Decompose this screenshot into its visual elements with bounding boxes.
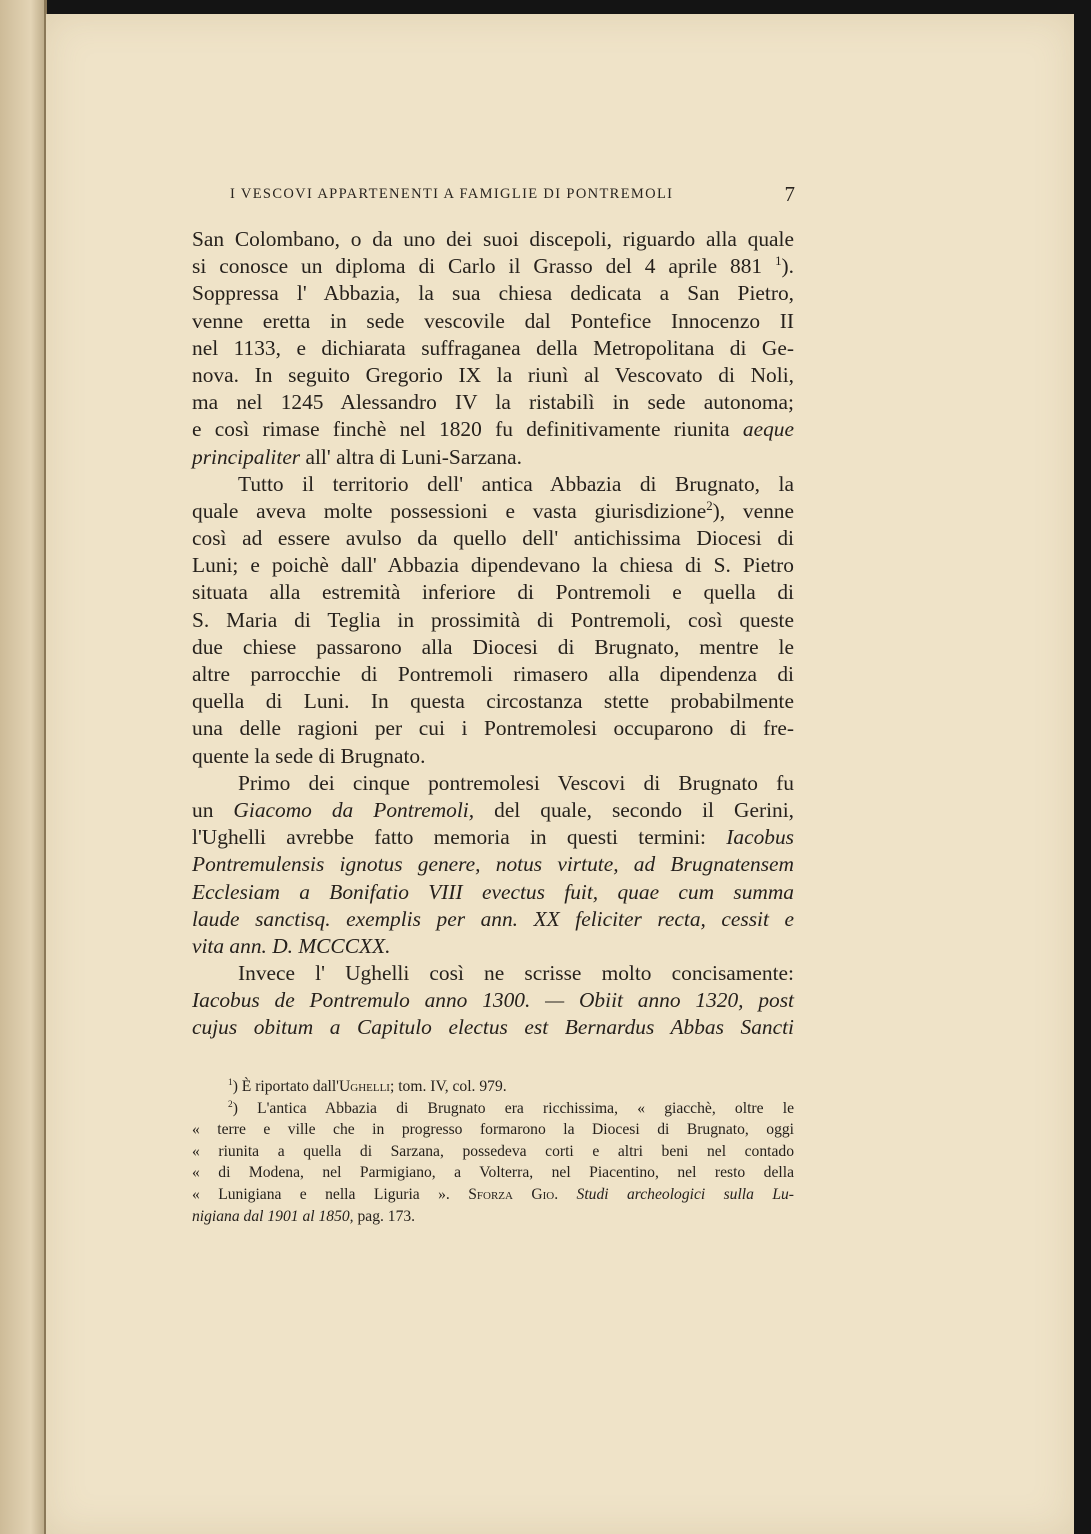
page-number: 7 (784, 182, 795, 206)
text-line: Invece l' Ughelli così ne scrisse molto concisamente: (238, 961, 794, 986)
text-line: vita ann. D. MCCCXX. (192, 933, 391, 958)
text-line: laude sanctisq. exemplis per ann. XX feliciter recta, cessit e (192, 906, 794, 931)
footnote-2-line: nigiana dal 1901 al 1850, pag. 173. (192, 1207, 416, 1225)
text-line: ma nel 1245 Alessandro IV la ristabilì in sede autonoma; (192, 390, 794, 415)
text-line: cujus obitum a Capitulo electus est Bernardus Abbas Sancti (192, 1015, 794, 1040)
text-line: San Colombano, o da uno dei suoi discepoli, riguardo alla quale (192, 227, 794, 251)
text-line: quella di Luni. In questa circostanza stette probabilmente (192, 689, 794, 714)
running-head-title: I VESCOVI APPARTENENTI A FAMIGLIE DI PONTREMOLI (230, 186, 674, 202)
text-line: nel 1133, e dichiarata suffraganea della Metropolitana di Ge- (192, 335, 794, 360)
text-line: un Giacomo da Pontremoli, del quale, secondo il Gerini, (192, 797, 794, 822)
text-line: così ad essere avulso da quello dell' antichissima Diocesi di (192, 526, 794, 551)
text-line: si conosce un diploma di Carlo il Grasso del 4 aprile 881 $^1$). (192, 254, 794, 279)
text-line: Ecclesiam a Bonifatio VIII evectus fuit, quae cum summa (192, 879, 794, 904)
text-line: Primo dei cinque pontremolesi Vescovi di Brugnato fu (238, 770, 794, 795)
text-line: situata alla estremità inferiore di Pontremoli e quella di (192, 580, 794, 605)
footnote-2-line: « di Modena, nel Parmigiano, a Volterra, nel Piacentino, nel resto della (192, 1164, 794, 1182)
text-line: Tutto il territorio dell' antica Abbazia di Brugnato, la (238, 471, 794, 496)
footnote-ref: 1 (775, 254, 782, 269)
footnote-2-line: « Lunigiana e nella Liguria ». Sforza Gio. Studi archeologici sulla Lu- (192, 1185, 794, 1203)
text-line: Luni; e poichè dall' Abbazia dipendevano la chiesa di S. Pietro (192, 553, 794, 578)
text-line: venne eretta in sede vescovile dal Pontefice Innocenzo II (192, 308, 794, 333)
text-line: e così rimase finchè nel 1820 fu definitivamente riunita aeque (192, 417, 794, 442)
text-line: Iacobus de Pontremulo anno 1300. — Obiit anno 1320, post (192, 988, 794, 1013)
text-line: quente la sede di Brugnato. (192, 743, 426, 768)
footnote-2: $^2$) L'antica Abbazia di Brugnato era ricchissima, « giacchè, oltre le (228, 1099, 794, 1117)
text-line: S. Maria di Teglia in prossimità di Pontremoli, così queste (192, 607, 794, 632)
footnote-2-line: « riunita a quella di Sarzana, possedeva corti e altri beni nel contado (192, 1142, 794, 1160)
text-line: una delle ragioni per cui i Pontremolesi occuparono di fre- (192, 716, 794, 741)
text-line: due chiese passarono alla Diocesi di Brugnato, mentre le (192, 634, 794, 659)
text-line: l'Ughelli avrebbe fatto memoria in questi termini: Iacobus (192, 825, 794, 850)
footnote-2-line: « terre e ville che in progresso formarono la Diocesi di Brugnato, oggi (192, 1121, 794, 1139)
body-text (192, 226, 794, 1042)
text-line: quale aveva molte possessioni e vasta giurisdizione$^2$), venne (192, 498, 794, 523)
text-line: Soppressa l' Abbazia, la sua chiesa dedicata a San Pietro, (192, 281, 794, 306)
previous-page-edge (0, 0, 44, 1534)
text-line: nova. In seguito Gregorio IX la riunì al Vescovato di Noli, (192, 362, 794, 387)
text-line: principaliter all' altra di Luni-Sarzana. (192, 444, 522, 469)
running-head (230, 182, 795, 206)
text-line: Pontremulensis ignotus genere, notus virtute, ad Brugnatensem (192, 852, 794, 877)
footnotes (192, 1076, 794, 1227)
footnote-ref: 2 (706, 498, 713, 513)
text-line: altre parrocchie di Pontremoli rimasero alla dipendenza di (192, 662, 794, 686)
footnote-1: $^1$) È riportato dall'Ughelli; tom. IV, col. 979. (228, 1077, 507, 1095)
